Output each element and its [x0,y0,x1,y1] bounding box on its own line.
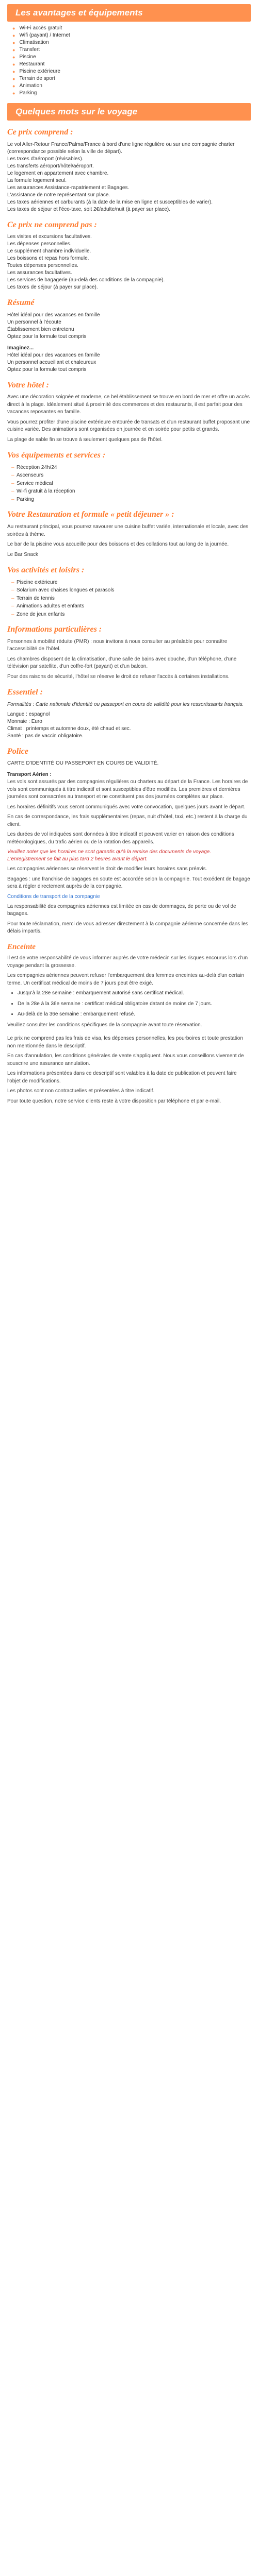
summary-line: Établissement bien entretenu [7,326,74,332]
pregnant-section [7,942,251,1029]
advantage-label: Climatisation [19,40,49,46]
advantage-label: Restaurant [19,61,45,67]
price-excluded-line: Les assurances facultatives. [7,270,72,276]
equipment-item: – Service médical [17,480,251,487]
essential-paragraph: Monnaie : Euro [7,718,42,724]
police-title: Police [7,747,28,756]
price-included-line: L'assistance de notre représentant sur place. [7,192,110,198]
price-included-section [7,127,251,213]
police-notice: Veuillez noter que les horaires ne sont garantis qu'à la remise des documents de voyage. L'enregistrement se fait au plus tard 2 heures avant le départ. [7,849,212,862]
advantage-label: Piscine extérieure [19,69,60,75]
restauration-paragraph: Le Bar Snack [7,551,39,557]
advantage-label: Wi-Fi accès gratuit [19,25,62,31]
activity-item: – Solarium avec chaises longues et parasols [17,587,251,594]
hotel-paragraph: Vous pourrez profiter d'une piscine extérieure entourée de transats et d'un restaurant buffet proposant une cuisine variée. Des animations sont organisées en journée et en soirée pour petits et grands. [7,419,250,433]
practical-paragraph: Personnes à mobilité réduite (PMR) : nous invitons à nous consulter au préalable pour connaître l'accessibilité de l'hôtel. [7,638,228,652]
advantages-list [7,25,251,97]
advantage-item [12,68,251,75]
check-icon: ● [12,47,15,53]
closing-paragraph: Les informations présentées dans ce descriptif sont valables à la date de publication et peuvent faire l'objet de modifications. [7,1071,237,1084]
price-included-line: Les taxes aériennes et carburants (à la date de la mise en ligne et susceptibles de varier). [7,199,213,205]
police-paragraph: Les durées de vol indiquées sont données à titre indicatif et peuvent varier en raison des conditions météorologiques, du trafic aérien ou de la rotation des appareils. [7,832,234,845]
price-excluded-line: Toutes dépenses personnelles. [7,263,78,269]
activity-item: – Zone de jeux enfants [17,611,251,618]
activities-list [7,579,251,618]
summary-imagine-label: Imaginez... [7,345,34,351]
transport-conditions-link[interactable]: Conditions de transport de la compagnie [7,893,100,900]
trip-details-page [0,4,258,1149]
summary-line: Hôtel idéal pour des vacances en famille [7,312,100,318]
advantage-label: Animation [19,83,42,89]
practical-title: Informations particulières : [7,625,102,634]
pregnant-title: Enceinte [7,942,36,951]
quick-words-title: Quelques mots sur le voyage [15,106,138,116]
advantage-label: Parking [19,90,37,96]
police-paragraph: En cas de correspondance, les frais supplémentaires (repas, nuit d'hôtel, taxi, etc.) restent à la charge du client. [7,814,248,827]
advantage-item [12,46,251,54]
activity-item: – Animations adultes et enfants [17,603,251,610]
essential-paragraph: Santé : pas de vaccin obligatoire. [7,733,84,739]
summary-line: Hôtel idéal pour des vacances en famille [7,352,100,358]
price-included-line: Les assurances Assistance-rapatriement et Bagages. [7,184,130,191]
advantage-label: Terrain de sport [19,76,55,82]
price-excluded-line: Les boissons et repas hors formule. [7,256,89,262]
summary-line: Un personnel à l'écoute [7,319,61,325]
price-excluded-line: Les dépenses personnelles. [7,241,72,247]
advantage-label: Transfert [19,47,40,53]
closing-paragraph: Les photos sont non contractuelles et présentées à titre indicatif. [7,1088,155,1094]
police-paragraph: Les horaires définitifs vous seront communiqués avec votre convocation, quelques jours avant le départ. [7,804,246,810]
equipment-list [7,464,251,503]
quick-words-banner [7,103,251,121]
price-excluded-line: Le supplément chambre individuelle. [7,248,91,255]
closing-paragraph: Le prix ne comprend pas les frais de visa, les dépenses personnelles, les pourboires et toute prestation non mentionnée dans le descriptif. [7,1036,243,1049]
check-icon: ● [12,69,15,74]
police-paragraph: Pour toute réclamation, merci de vous adresser directement à la compagnie aérienne concernée dans les délais impartis. [7,921,248,935]
price-excluded-line: Les taxes de séjour (à payer sur place). [7,284,98,291]
hotel-section [7,380,251,444]
advantage-label: Wifi (payant) / Internet [19,32,70,39]
restauration-paragraph: Au restaurant principal, vous pourrez savourer une cuisine buffet variée, internationale et locale, avec des soirées à thème. [7,524,249,537]
pregnant-rule: • Au-delà de la 36e semaine : embarquement refusé. [18,1011,251,1019]
advantages-banner [7,4,251,22]
activities-section [7,565,251,618]
equipment-section [7,450,251,503]
practical-paragraph: Les chambres disposent de la climatisation, d'une salle de bains avec douche, d'un téléphone, d'une télévision par satellite, d'un coffre-fort (payant) et d'un balcon. [7,656,237,670]
advantage-item [12,32,251,39]
essential-paragraph: Formalités : Carte nationale d'identité ou passeport en cours de validité pour les ressortissants français. [7,701,244,707]
restauration-paragraph: Le bar de la piscine vous accueille pour des boissons et des collations tout au long de la journée. [7,541,229,548]
police-paragraph: Bagages : une franchise de bagages en soute est accordée selon la compagnie. Tout excédent de bagage sera à régler directement auprès de la compagnie. [7,876,250,890]
summary-section [7,297,251,374]
check-icon: ● [12,25,15,31]
closing-paragraph: Pour toute question, notre service clients reste à votre disposition par téléphone et par e-mail. [7,1098,221,1104]
check-icon: ● [12,90,15,96]
equipment-title: Vos équipements et services : [7,451,106,460]
equipment-item: – Réception 24h/24 [17,464,251,471]
advantage-item [12,90,251,97]
price-included-title: Ce prix comprend : [7,128,73,137]
police-line: CARTE D'IDENTITÉ OU PASSEPORT EN COURS DE VALIDITÉ. [7,760,159,767]
price-included-line: Les taxes d'aéroport (révisables). [7,156,84,162]
equipment-item: – Parking [17,496,251,503]
equipment-item: – Ascenseurs [17,472,251,479]
advantages-title: Les avantages et équipements [15,7,143,18]
essential-title: Essentiel : [7,688,43,697]
police-paragraph: Les compagnies aériennes se réservent le droit de modifier leurs horaires sans préavis. [7,866,207,872]
transport-label: Transport Aérien : [7,772,52,778]
pregnant-paragraph: Les compagnies aériennes peuvent refuser l'embarquement des femmes enceintes au-delà d'un certain terme. Un certificat médical de moins de 7 jours peut être exigé. [7,973,245,986]
price-included-line: La formule logement seul. [7,177,67,183]
check-icon: ● [12,83,15,89]
closing-section [7,1035,251,1105]
summary-title: Résumé [7,298,35,308]
pregnant-paragraph: Il est de votre responsabilité de vous informer auprès de votre médecin sur les risques encourus lors d'un voyage pendant la grossesse. [7,955,248,969]
activities-title: Vos activités et loisirs : [7,566,85,575]
price-excluded-line: Les visites et excursions facultatives. [7,234,92,240]
check-icon: ● [12,76,15,81]
hotel-paragraph: La plage de sable fin se trouve à seulement quelques pas de l'hôtel. [7,436,163,443]
essential-paragraph: Climat : printemps et automne doux, été chaud et sec. [7,725,131,732]
advantage-item [12,54,251,61]
check-icon: ● [12,40,15,45]
price-excluded-line: Les services de bagagerie (au-delà des conditions de la compagnie). [7,277,165,283]
restauration-section [7,509,251,558]
pregnant-rule: • De la 28e à la 36e semaine : certificat médical obligatoire datant de moins de 7 jours. [18,1001,251,1008]
hotel-title: Votre hôtel : [7,380,49,389]
summary-line: Optez pour la formule tout compris [7,333,87,340]
police-paragraph: La responsabilité des compagnies aériennes est limitée en cas de dommages, de perte ou de vol de bagages. [7,903,236,917]
advantage-item [12,39,251,46]
police-paragraph: Les vols sont assurés par des compagnies régulières ou charters au départ de la France. Les horaires de vols sont communiqués à titre indicatif et sont susceptibles d'être modifiés. Les premières et dernières journées sont consacrées au transport et ne constituent pas des journées complètes sur place. [7,779,248,800]
price-included-line: Les transferts aéroport/hôtel/aéroport. [7,163,94,169]
practical-paragraph: Pour des raisons de sécurité, l'hôtel se réserve le droit de refuser l'accès à certaines installations. [7,673,230,680]
price-excluded-section [7,219,251,292]
pregnant-rule: • Jusqu'à la 28e semaine : embarquement autorisé sans certificat médical. [18,990,251,997]
advantage-label: Piscine [19,54,36,60]
advantage-item [12,25,251,32]
advantage-item [12,75,251,82]
essential-section [7,687,251,740]
check-icon: ● [12,32,15,38]
activity-item: – Terrain de tennis [17,595,251,602]
practical-section [7,624,251,681]
summary-line: Un personnel accueillant et chaleureux [7,359,96,365]
price-included-line: Les taxes de séjour et l'éco-taxe, soit 2€/adulte/nuit (à payer sur place). [7,206,170,212]
price-included-line: Le vol Aller-Retour France/Palma/France à bord d'une ligne régulière ou sur une compagnie charter (correspondance possible selon la ville de départ). [7,141,235,155]
essential-paragraph: Langue : espagnol [7,711,50,717]
equipment-item: – Wi-fi gratuit à la réception [17,488,251,495]
price-included-line: Le logement en appartement avec chambre. [7,170,109,176]
closing-paragraph: En cas d'annulation, les conditions générales de vente s'appliquent. Nous vous conseillons vivement de souscrire une assurance annulation. [7,1053,244,1066]
police-section [7,746,251,936]
hotel-paragraph: Avec une décoration soignée et moderne, ce bel établissement se trouve en bord de mer et offre un accès direct à la plage. Idéalement situé à proximité des commerces et des restaurants, il est parfait pour des vacances reposantes en famille. [7,394,250,415]
pregnant-rules-list [7,990,251,1019]
check-icon: ● [12,54,15,60]
pregnant-paragraph: Veuillez consulter les conditions spécifiques de la compagnie avant toute réservation. [7,1022,202,1028]
advantage-item [12,61,251,68]
activity-item: – Piscine extérieure [17,579,251,586]
advantage-item [12,82,251,90]
restauration-title: Votre Restauration et formule « petit déjeuner » : [7,510,174,519]
summary-line: Optez pour la formule tout compris [7,366,87,372]
price-excluded-title: Ce prix ne comprend pas : [7,220,97,229]
check-icon: ● [12,61,15,67]
